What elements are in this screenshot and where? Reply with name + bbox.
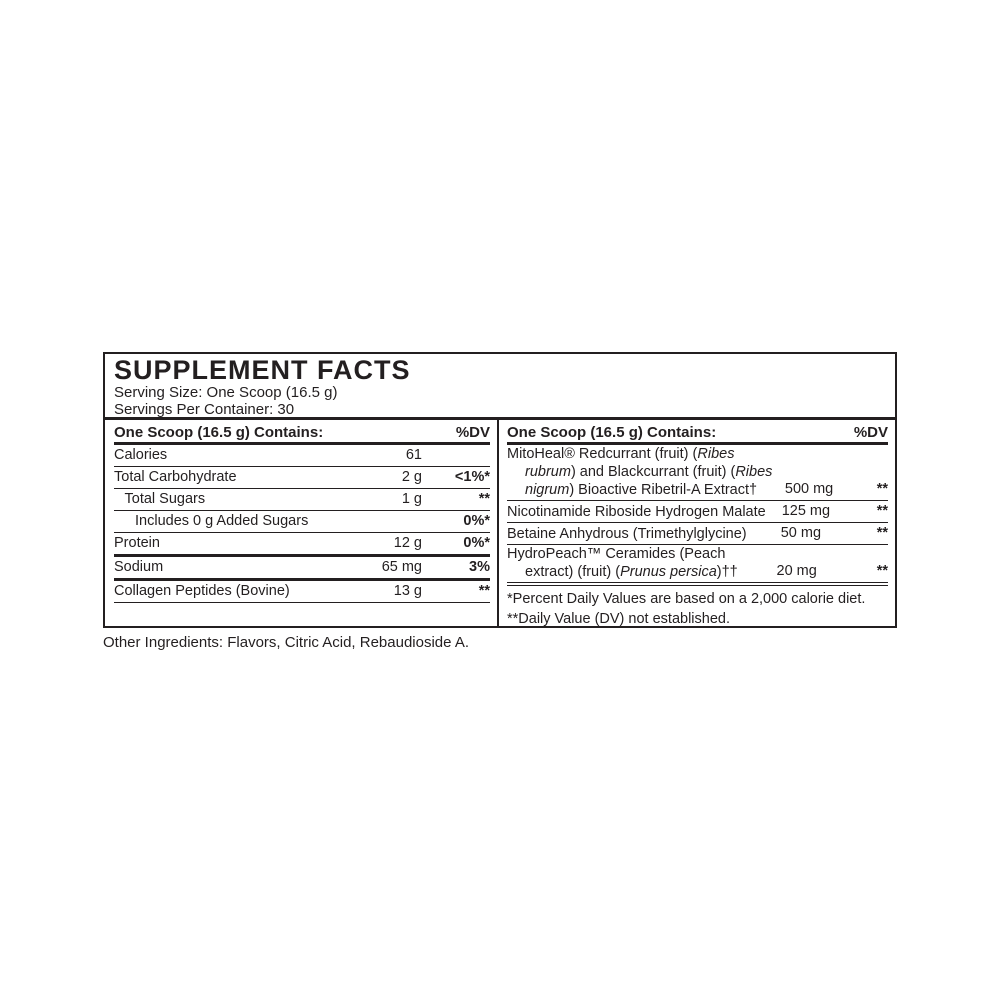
ingredient-name-line: [507, 525, 747, 543]
nutrient-row: [114, 445, 490, 467]
nutrient-amount: 12 g: [393, 535, 422, 551]
nutrient-label-text: Total Carbohydrate: [114, 469, 237, 485]
nutrient-row: [114, 467, 490, 489]
ingredient-dv: **: [876, 481, 888, 497]
nutrient-amount: 65 mg: [381, 559, 422, 575]
ingredient-name-line: [507, 463, 772, 481]
ingredient-name-line: [507, 481, 772, 499]
right-column-header-label: One Scoop (16.5 g) Contains:: [507, 423, 717, 441]
nutrient-label: [114, 533, 362, 553]
ingredient-dv: **: [876, 563, 888, 579]
ingredient-row: [507, 445, 888, 501]
ingredient-row: [507, 501, 888, 523]
serving-size-line: Serving Size: One Scoop (16.5 g): [114, 384, 338, 401]
ingredient-name-line: [507, 445, 772, 463]
left-column-header-label: One Scoop (16.5 g) Contains:: [114, 423, 324, 441]
footnotes: [507, 586, 888, 626]
nutrient-amount: 13 g: [393, 583, 422, 599]
nutrient-label-text: Includes 0 g Added Sugars: [135, 513, 309, 529]
right-column-header-dv: %DV: [853, 423, 888, 441]
ingredient-name-line: [507, 563, 738, 581]
left-column-header-dv: %DV: [455, 423, 490, 441]
nutrient-label: [114, 511, 362, 531]
nutrient-rows: [114, 445, 490, 603]
nutrient-dv: 0%*: [463, 513, 490, 529]
nutrient-dv: <1%*: [454, 469, 490, 485]
name-segment: Nicotinamide Riboside Hydrogen Malate: [507, 504, 766, 520]
ingredient-name: [507, 545, 738, 581]
nutrient-amount: 2 g: [401, 469, 422, 485]
facts-columns: [105, 417, 895, 626]
panel-title: SUPPLEMENT FACTS: [114, 355, 411, 385]
ingredient-name-line: [507, 503, 766, 521]
nutrient-label-text: Protein: [114, 535, 160, 551]
panel-header: [105, 354, 895, 418]
latin-name-segment: Ribes: [697, 446, 735, 462]
ingredient-amount: 500 mg: [784, 481, 834, 497]
nutrient-dv: 0%*: [463, 535, 490, 551]
servings-per-container-line: Servings Per Container: 30: [114, 401, 295, 418]
supplement-facts-panel: [103, 352, 897, 628]
nutrient-label: [114, 557, 362, 577]
ingredient-name: [507, 525, 747, 543]
name-segment: extract) (fruit) (: [525, 564, 621, 580]
footnote-dv-not-established: **Daily Value (DV) not established.: [507, 611, 730, 626]
nutrient-label: [114, 467, 362, 487]
ingredient-amount: 50 mg: [780, 525, 822, 541]
nutrient-amount: 1 g: [401, 491, 422, 507]
ingredient-dv: **: [876, 525, 888, 541]
ingredient-name-line: [507, 545, 738, 563]
nutrient-label-text: Calories: [114, 447, 168, 463]
ingredients-column: [499, 420, 895, 626]
nutrient-label-text: Collagen Peptides (Bovine): [114, 583, 290, 599]
nutrient-row: [114, 489, 490, 511]
name-segment: HydroPeach™ Ceramides (Peach: [507, 546, 726, 562]
nutrient-dv: **: [478, 583, 490, 599]
ingredient-amount: 20 mg: [776, 563, 817, 579]
nutrient-label: [114, 489, 362, 509]
ingredient-rows: [507, 445, 888, 586]
nutrient-label-text: Sodium: [114, 559, 164, 575]
latin-name-segment: Ribes: [735, 464, 773, 480]
nutrient-label: [114, 581, 362, 601]
name-segment: )††: [716, 564, 738, 580]
other-ingredients-line: Other Ingredients: Flavors, Citric Acid, Rebaudioside A.: [103, 634, 470, 651]
ingredient-row: [507, 523, 888, 545]
right-column-header: [507, 420, 888, 445]
nutrient-label: [114, 445, 362, 465]
left-column-header: [114, 420, 490, 445]
latin-name-segment: Prunus persica: [620, 564, 717, 580]
nutrition-column: [105, 420, 499, 626]
latin-name-segment: rubrum: [525, 464, 571, 480]
nutrient-dv: 3%: [469, 559, 490, 575]
nutrient-row: [114, 511, 490, 533]
nutrient-row: [114, 533, 490, 557]
ingredient-amount: 125 mg: [781, 503, 831, 519]
ingredient-name: [507, 503, 766, 521]
nutrient-row: [114, 581, 490, 603]
nutrient-amount: 61: [405, 447, 422, 463]
name-segment: ) and Blackcurrant (fruit) (: [570, 464, 736, 480]
ingredient-row: [507, 545, 888, 586]
name-segment: Betaine Anhydrous (Trimethylglycine): [507, 526, 747, 542]
nutrient-row: [114, 557, 490, 581]
name-segment: MitoHeal® Redcurrant (fruit) (: [507, 446, 698, 462]
ingredient-name: [507, 445, 772, 499]
name-segment: ) Bioactive Ribetril-A Extract†: [569, 482, 758, 498]
nutrient-label-text: Total Sugars: [124, 491, 206, 507]
ingredient-dv: **: [876, 503, 888, 519]
footnote-daily-values: *Percent Daily Values are based on a 2,000 calorie diet.: [507, 591, 866, 607]
latin-name-segment: nigrum: [525, 482, 570, 498]
nutrient-dv: **: [478, 491, 490, 507]
